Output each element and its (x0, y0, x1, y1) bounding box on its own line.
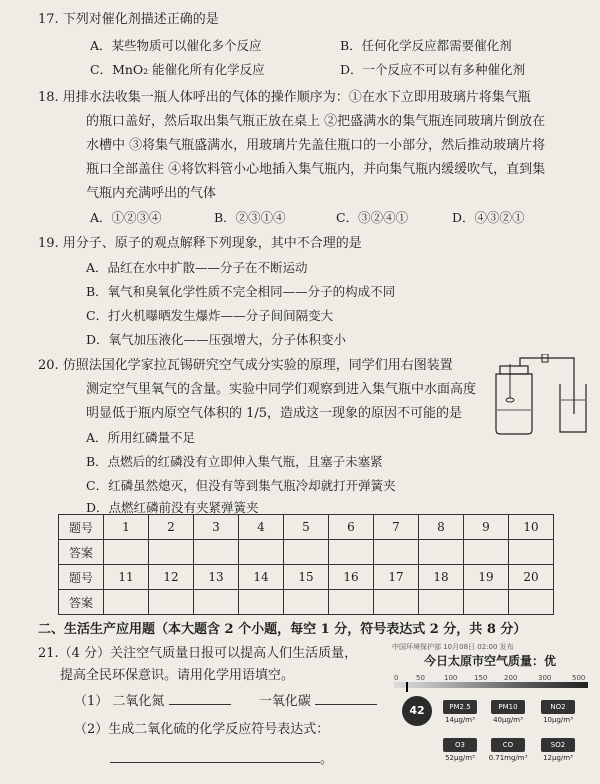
q17-option-a: A．某些物质可以催化多个反应 (90, 38, 262, 53)
aq-scale-tick: 0 (394, 674, 399, 682)
aq-scale-tick: 500 (572, 674, 586, 682)
q20-line-3: 明显低于瓶内原空气体积的 1/5，造成这一现象的原因不可能的是 (86, 406, 463, 421)
q20-option-b: B．点燃后的红磷没有立即伸入集气瓶，且塞子未塞紧 (86, 454, 383, 469)
q21-line-2: 提高全民环保意识。请用化学用语填空。 (60, 668, 295, 683)
q17-option-b: B．任何化学反应都需要催化剂 (340, 38, 512, 53)
q19-option-d: D．氧气加压液化——压强增大，分子体积变小 (86, 332, 347, 347)
aq-item-label: CO (491, 738, 525, 752)
answer-cell[interactable] (284, 590, 329, 615)
apparatus-diagram (488, 354, 588, 436)
grid-cell: 12 (149, 565, 194, 590)
grid-row-numbers-2 (59, 565, 554, 590)
answer-cell[interactable] (104, 540, 149, 565)
answer-cell[interactable] (374, 540, 419, 565)
grid-head-question-no: 题号 (59, 565, 104, 590)
q18-line-1: 18. 用排水法收集一瓶人体呼出的气体的操作顺序为：①在水下立即用玻璃片将集气瓶 (38, 90, 531, 105)
grid-cell: 10 (509, 515, 554, 540)
grid-cell: 3 (194, 515, 239, 540)
aq-item-pm10 (488, 700, 528, 724)
q17-stem: 17. 下列对催化剂描述正确的是 (38, 12, 219, 27)
aq-scale-tick: 150 (474, 674, 488, 682)
q18-line-5: 气瓶内充满呼出的气体 (86, 186, 217, 201)
grid-cell: 15 (284, 565, 329, 590)
aq-item-pm25 (440, 700, 480, 724)
aq-item-label: SO2 (541, 738, 575, 752)
aq-item-label: O3 (443, 738, 477, 752)
grid-cell: 19 (464, 565, 509, 590)
aq-scale-tick: 50 (416, 674, 425, 682)
q18-line-4: 瓶口全部盖住 ④将饮料管小心地插入集气瓶内，并向集气瓶内缓缓吹气，直到集 (86, 162, 546, 177)
q21-line-1: 21.（4 分）关注空气质量日报可以提高人们生活质量， (38, 646, 358, 661)
q18-option-a: A．①②③④ (90, 210, 162, 225)
aq-item-co (488, 738, 528, 762)
grid-cell: 17 (374, 565, 419, 590)
grid-cell: 5 (284, 515, 329, 540)
aq-item-so2 (538, 738, 578, 762)
answer-cell[interactable] (419, 590, 464, 615)
answer-blank-no2[interactable] (169, 704, 231, 705)
grid-head-question-no: 题号 (59, 515, 104, 540)
q20-line-1: 20. 仿照法国化学家拉瓦锡研究空气成分实验的原理，同学们用右图装置 (38, 358, 453, 373)
answer-grid (58, 514, 554, 615)
grid-row-numbers-1 (59, 515, 554, 540)
grid-row-answers-1 (59, 540, 554, 565)
grid-cell: 9 (464, 515, 509, 540)
answer-cell[interactable] (464, 540, 509, 565)
aq-marker (406, 682, 408, 692)
answer-cell[interactable] (239, 540, 284, 565)
q21-part-1b-label: 一氧化碳 (258, 694, 311, 709)
answer-cell[interactable] (194, 540, 239, 565)
grid-cell: 2 (149, 515, 194, 540)
aq-scale-tick: 100 (444, 674, 458, 682)
grid-cell: 7 (374, 515, 419, 540)
aq-scale-tick: 200 (504, 674, 518, 682)
aq-item-label: PM2.5 (443, 700, 477, 714)
aq-scale-bar (394, 682, 588, 688)
q21-part-1 (74, 694, 377, 710)
aq-item-o3 (440, 738, 480, 762)
q21-part-2: （2）生成二氧化硫的化学反应符号表达式： (74, 722, 330, 737)
answer-cell[interactable] (419, 540, 464, 565)
q19-option-a: A．品红在水中扩散——分子在不断运动 (86, 260, 308, 275)
answer-cell[interactable] (464, 590, 509, 615)
q17-option-c: C．MnO₂ 能催化所有化学反应 (90, 62, 265, 77)
q18-option-b: B．②③①④ (214, 210, 286, 225)
grid-cell: 16 (329, 565, 374, 590)
section-2-title: 二、生活生产应用题（本大题含 2 个小题，每空 1 分，符号表达式 2 分，共 8 分） (38, 622, 527, 637)
grid-cell: 11 (104, 565, 149, 590)
aq-item-label: PM10 (491, 700, 525, 714)
aq-item-value: 14μg/m³ (445, 716, 475, 724)
q20-option-a: A．所用红磷量不足 (86, 430, 196, 445)
q19-stem: 19. 用分子、原子的观点解释下列现象，其中不合理的是 (38, 236, 362, 251)
air-quality-panel (392, 642, 592, 784)
grid-cell: 18 (419, 565, 464, 590)
answer-blank-co[interactable] (315, 704, 377, 705)
q19-option-c: C．打火机曝晒发生爆炸——分子间间隔变大 (86, 308, 334, 323)
grid-cell: 4 (239, 515, 284, 540)
aq-item-value: 12μg/m³ (543, 754, 573, 762)
answer-cell[interactable] (194, 590, 239, 615)
answer-cell[interactable] (239, 590, 284, 615)
answer-cell[interactable] (149, 540, 194, 565)
answer-cell[interactable] (329, 590, 374, 615)
grid-cell: 20 (509, 565, 554, 590)
answer-cell[interactable] (509, 540, 554, 565)
aq-item-value: 52μg/m³ (445, 754, 475, 762)
grid-cell: 6 (329, 515, 374, 540)
aq-item-value: 10μg/m³ (543, 716, 573, 724)
aq-item-value: 0.71mg/m³ (488, 754, 528, 762)
answer-cell[interactable] (509, 590, 554, 615)
aq-item-value: 40μg/m³ (493, 716, 523, 724)
answer-cell[interactable] (149, 590, 194, 615)
q18-option-d: D．④③②① (452, 210, 525, 225)
q20-option-d: D．点燃红磷前没有夹紧弹簧夹 (86, 500, 259, 515)
aq-header: 中国环境保护部 10月08日 02:00 发布 (392, 643, 514, 651)
grid-head-answer: 答案 (59, 590, 104, 615)
answer-cell[interactable] (104, 590, 149, 615)
grid-head-answer: 答案 (59, 540, 104, 565)
answer-blank-so2-equation[interactable] (110, 762, 320, 763)
grid-cell: 1 (104, 515, 149, 540)
answer-cell[interactable] (374, 590, 419, 615)
answer-cell[interactable] (329, 540, 374, 565)
q21-part-2-answer-line (110, 752, 333, 768)
grid-row-answers-2 (59, 590, 554, 615)
answer-cell[interactable] (284, 540, 329, 565)
q17-option-d: D．一个反应不可以有多种催化剂 (340, 62, 526, 77)
grid-cell: 14 (239, 565, 284, 590)
q18-option-c: C．③②④① (336, 210, 409, 225)
aq-item-label: NO2 (541, 700, 575, 714)
aq-title: 今日太原市空气质量：优 (424, 654, 557, 668)
grid-cell: 13 (194, 565, 239, 590)
aqi-badge: 42 (402, 696, 432, 726)
q18-line-3: 水槽中 ③将集气瓶盛满水，用玻璃片先盖住瓶口的一小部分，然后推动玻璃片将 (86, 138, 546, 153)
grid-cell: 8 (419, 515, 464, 540)
q21-part-1a-label: （1） 二氧化氮 (74, 694, 165, 709)
q18-line-2: 的瓶口盖好，然后取出集气瓶正放在桌上 ②把盛满水的集气瓶连同玻璃片倒放在 (86, 114, 546, 129)
q19-option-b: B．氧气和臭氧化学性质不完全相同——分子的构成不同 (86, 284, 396, 299)
q20-option-c: C．红磷虽然熄灭，但没有等到集气瓶冷却就打开弹簧夹 (86, 478, 396, 493)
q20-line-2: 测定空气里氧气的含量。实验中同学们观察到进入集气瓶中水面高度 (86, 382, 477, 397)
aq-item-no2 (538, 700, 578, 724)
end-mark: 。 (320, 752, 334, 767)
aq-scale-tick: 300 (538, 674, 552, 682)
